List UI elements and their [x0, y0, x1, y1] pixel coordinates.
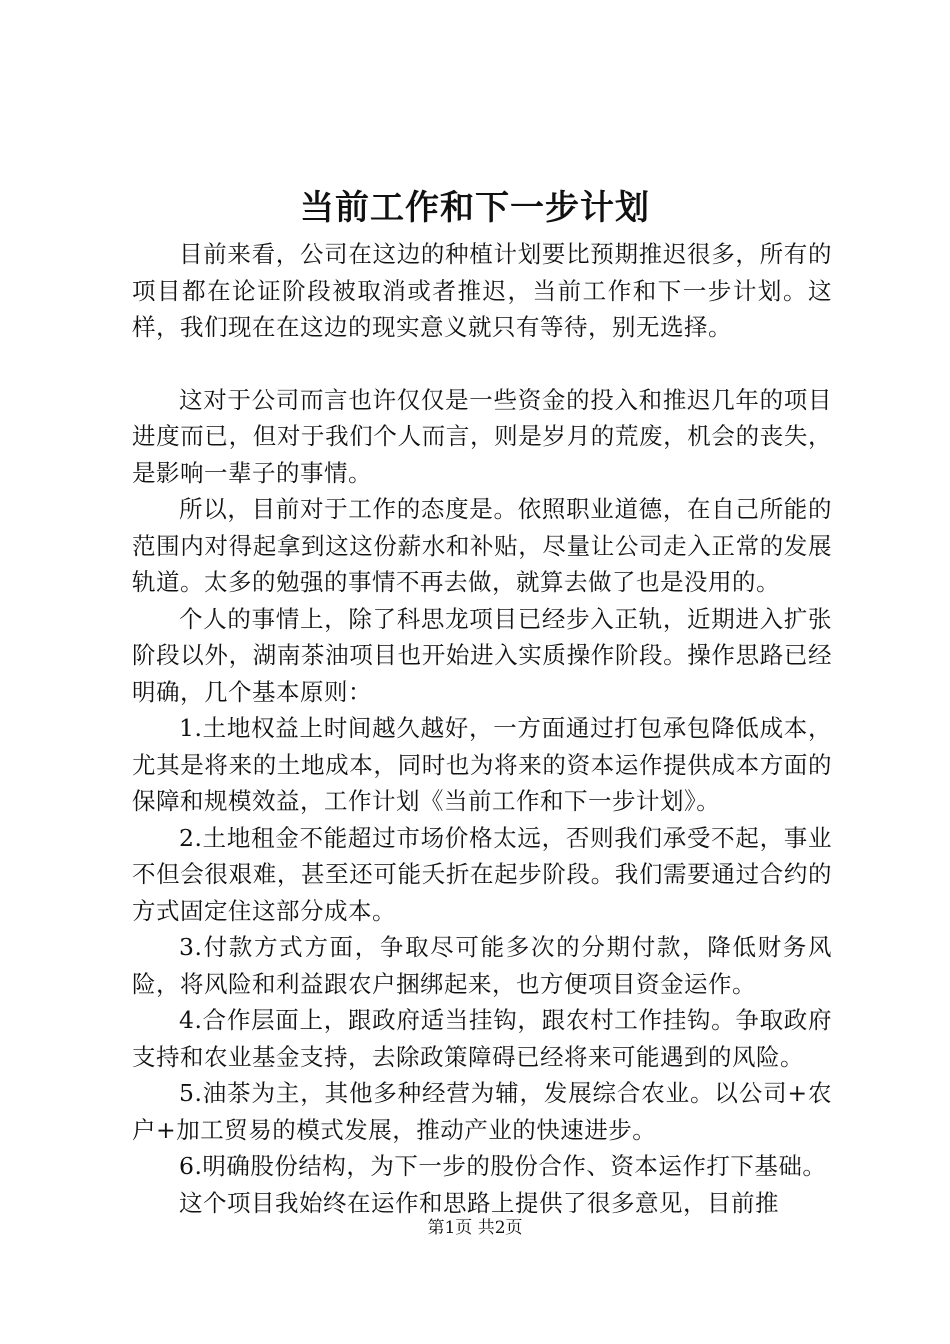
paragraph-3: 所以，目前对于工作的态度是。依照职业道德，在自己所能的范围内对得起拿到这这份薪水和补贴，尽量让公司走入正常的发展轨道。太多的勉强的事情不再去做，就算去做了也是没用的。 [132, 495, 832, 596]
principle-5: 5.油茶为主，其他多种经营为辅，发展综合农业。以公司+农户+加工贸易的模式发展，推动产业的快速进步。 [132, 1079, 832, 1144]
paragraph-2: 这对于公司而言也许仅仅是一些资金的投入和推迟几年的项目进度而已，但对于我们个人而言，则是岁月的荒废，机会的丧失，是影响一辈子的事情。 [132, 385, 832, 487]
document-body [132, 236, 832, 1221]
paragraph-1: 目前来看，公司在这边的种植计划要比预期推迟很多，所有的项目都在论证阶段被取消或者推迟，当前工作和下一步计划。这样，我们现在在这边的现实意义就只有等待，别无选择。 [132, 240, 832, 341]
principle-2: 2.土地租金不能超过市场价格太远，否则我们承受不起，事业不但会很艰难，甚至还可能夭折在起步阶段。我们需要通过合约的方式固定住这部分成本。 [132, 823, 832, 925]
paragraph-4: 个人的事情上，除了科思龙项目已经步入正轨，近期进入扩张阶段以外，湖南茶油项目也开始进入实质操作阶段。操作思路已经明确，几个基本原则： [132, 604, 832, 706]
page-number: 第1页 共2页 [427, 1218, 523, 1238]
paragraph-last: 这个项目我始终在运作和思路上提供了很多意见，目前推 [179, 1188, 779, 1217]
principle-6: 6.明确股份结构，为下一步的股份合作、资本运作打下基础。 [179, 1152, 827, 1180]
document-title: 当前工作和下一步计划 [300, 188, 650, 228]
principle-4: 4.合作层面上，跟政府适当挂钩，跟农村工作挂钩。争取政府支持和农业基金支持，去除政策障碍已经将来可能遇到的风险。 [132, 1006, 832, 1071]
principle-3: 3.付款方式方面，争取尽可能多次的分期付款，降低财务风险，将风险和利益跟农户捆绑起来，也方便项目资金运作。 [132, 933, 832, 998]
principle-1: 1.土地权益上时间越久越好，一方面通过打包承包降低成本，尤其是将来的土地成本，同时也为将来的资本运作提供成本方面的保障和规模效益，工作计划《当前工作和下一步计划》。 [132, 714, 832, 815]
